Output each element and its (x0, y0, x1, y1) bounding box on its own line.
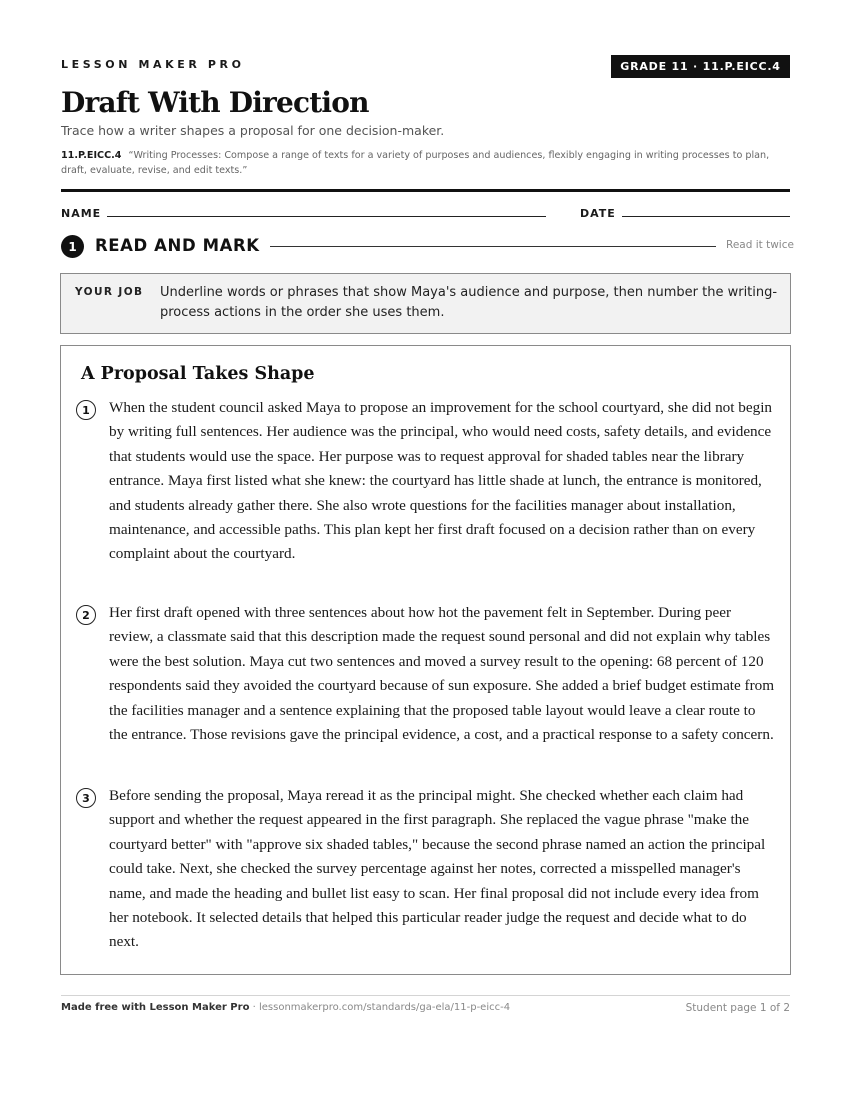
standard-text: “Writing Processes: Compose a range of texts for a variety of purposes and audiences, flexibly engaging in writing processes to plan, draft, evaluate, revise, and edit texts.” (61, 150, 770, 176)
footer-made-with: Made free with Lesson Maker Pro (61, 1002, 250, 1013)
footer-url[interactable]: lessonmakerpro.com/standards/ga-ela/11-p-eicc-4 (258, 1002, 511, 1013)
page-title: Draft With Direction (61, 86, 369, 119)
footer-separator: · (249, 1002, 259, 1013)
section-number-badge: 1 (61, 235, 84, 258)
paragraph-1: When the student council asked Maya to propose an improvement for the school courtyard, she did not begin by writing full sentences. Her audience was the principal, who would need costs, safety details, and evidence that students would use the space. Her purpose was to request approval for shaded tables near the library entrance. Maya first listed what she knew: the courtyard has little shade at lunch, the entrance is monitored, and students already gather there. She also wrote questions for the facilities manager about installation, maintenance, and accessible paths. This plan kept her first draft focused on a decision rather than on every complaint about the courtyard. (109, 399, 773, 563)
your-job-label: YOUR JOB (75, 286, 144, 298)
page-indicator: Student page 1 of 2 (685, 1002, 790, 1014)
your-job-box (60, 273, 791, 334)
date-field-line[interactable] (622, 216, 790, 217)
section-note: Read it twice (726, 239, 794, 251)
paragraph-2: Her first draft opened with three sentences about how hot the pavement felt in September. During peer review, a classmate said that this description made the request sound personal and did not explain why tables were the best solution. Maya cut two sentences and moved a survey result to the opening: 68 percent of 120 respondents said they avoided the courtyard because of sun exposure. She added a brief budget estimate from the facilities manager and a sentence explaining that the proposed table layout would leave a clear route to the entrance. Those revisions gave the principal evidence, a cost, and a practical response to a safety concern. (109, 604, 775, 744)
paragraph-number-1: 1 (76, 400, 96, 420)
grade-standard-badge: GRADE 11 · 11.P.EICC.4 (611, 55, 790, 78)
name-field-line[interactable] (107, 216, 546, 217)
name-label: NAME (61, 207, 102, 220)
your-job-instructions: Underline words or phrases that show Maya's audience and purpose, then number the writing-process actions in the order she uses them. (160, 285, 778, 320)
standard-code: 11.P.EICC.4 (61, 150, 122, 161)
passage-title: A Proposal Takes Shape (81, 364, 315, 384)
section-divider (270, 246, 716, 247)
page-subtitle: Trace how a writer shapes a proposal for one decision-maker. (61, 123, 445, 138)
brand-name: LESSON MAKER PRO (61, 58, 245, 71)
reading-passage (60, 345, 791, 975)
footer-divider (61, 995, 790, 996)
paragraph-number-3: 3 (76, 788, 96, 808)
paragraph-3: Before sending the proposal, Maya reread it as the principal might. She checked whether each claim had support and whether the request appeared in the first paragraph. She replaced the vague phrase "make the courtyard better" with "approve six shaded tables," because the second phrase named an action the principal could take. Next, she checked the survey percentage against her notes, corrected a misspelled manager's name, and made the heading and bullet list easy to scan. Her final proposal did not include every idea from her notebook. It selected details that helped this particular reader judge the request and decide what to do next. (109, 787, 766, 951)
footer-credit (61, 1002, 510, 1013)
paragraph-number-2: 2 (76, 605, 96, 625)
date-label: DATE (580, 207, 616, 220)
standard-description (61, 148, 791, 178)
section-title: READ AND MARK (95, 236, 260, 255)
header-divider (61, 189, 790, 192)
